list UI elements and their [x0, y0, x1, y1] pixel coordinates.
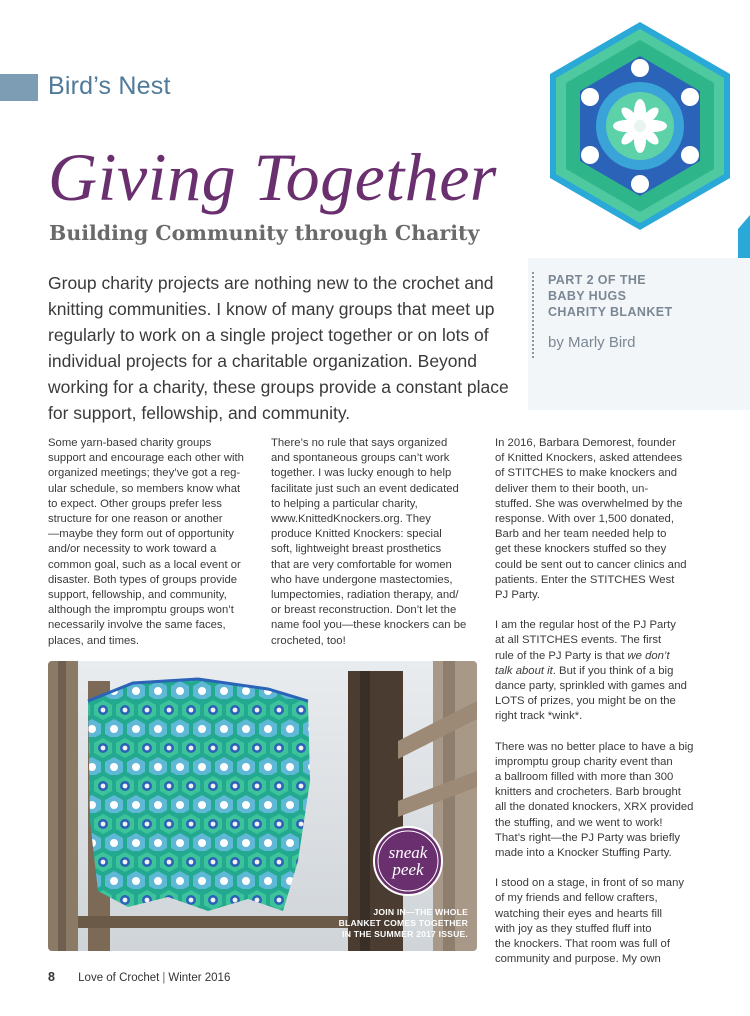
text-line: the knockers. That room was full of [495, 938, 670, 951]
text-line: Barb and her team needed help to [495, 528, 667, 541]
sneak-peek-badge [372, 825, 444, 897]
text-line: could be sent out to cancer clinics and [495, 558, 687, 571]
paragraph [48, 436, 260, 649]
badge-text-peek: peek [392, 860, 424, 879]
text-line: places, and times. [48, 634, 140, 647]
text-line: support and encourage each other with [48, 452, 244, 465]
series-label: PART 2 OF THE BABY HUGS CHARITY BLANKET [548, 273, 673, 319]
text-line: necessarily involve the same faces, [48, 619, 226, 632]
text-line: of my friends and fellow crafters, [495, 892, 658, 905]
emphasis: we don’t [627, 649, 670, 662]
body-column-2 [271, 436, 483, 664]
text-line: ular schedule, so members know what [48, 482, 241, 495]
magazine-name: Love of Crochet [78, 972, 160, 984]
text-line: watching their eyes and hearts fill [495, 907, 663, 920]
intro-paragraph: Group charity projects are nothing new to the crochet and knitting communities. I know of many groups that meet up regularly to work on a single project together or on lots of individual projects for a charitable organization. Beyond working for a charity, these groups provide a constant place for support, fellowship, and community. [48, 273, 509, 423]
sidebar-dotted-rule [532, 272, 534, 358]
text-line: with joy as they stuffed fluff into [495, 922, 652, 935]
text-line: facilitate just such an event dedicated [271, 482, 459, 495]
emphasis: talk about it [495, 664, 553, 677]
text-line: of Knitted Knockers, asked attendees [495, 452, 683, 465]
text-line: impromptu group charity event than [495, 755, 673, 768]
text-line: community and purpose. My own [495, 953, 661, 966]
text-line: deliver them to their booth, un- [495, 482, 649, 495]
text-line: together. I was lucky enough to help [271, 467, 452, 480]
crochet-hexagon-image [528, 14, 750, 250]
text-line: name fool you—these knockers can be [271, 619, 467, 632]
text-line: the stuffing, and we went to work! [495, 816, 663, 829]
paragraph [495, 740, 713, 862]
text-line: and/or necessity to work toward a [48, 543, 217, 556]
text-line: and spontaneous groups can’t work [271, 452, 450, 465]
text-line: lumpectomies, radiation therapy, and/ [271, 589, 459, 602]
text-line: response. With over 1,500 donated, [495, 513, 674, 526]
text-line: a ballroom filled with more than 300 [495, 771, 674, 784]
text-line: get these knockers stuffed so they [495, 543, 667, 556]
text-line: There’s no rule that says organized [271, 437, 448, 449]
text-line: to expect. Other groups prefer less [48, 497, 222, 510]
text-line: patients. Enter the STITCHES West [495, 573, 675, 586]
text-line: produce Knitted Knockers: special [271, 528, 442, 541]
text-line: who have undergone mastectomies, [271, 573, 453, 586]
text-line: stuffed. She was overwhelmed by the [495, 497, 683, 510]
article-title: Giving Together [48, 139, 497, 215]
text-line: of STITCHES to make knockers and [495, 467, 678, 480]
text-line: support, fellowship, and community, [48, 589, 227, 602]
photo-caption: JOIN IN—THE WHOLE BLANKET COMES TOGETHER IN THE SUMMER 2017 ISSUE. [338, 907, 468, 939]
text-line: or breast reconstruction. Don’t let the [271, 604, 457, 617]
text-line: That’s right—the PJ Party was briefly [495, 831, 681, 844]
section-accent-bar [0, 74, 38, 101]
text-line: that are very comfortable for women [271, 558, 452, 571]
text-line: all the donated knockers, XRX provided [495, 801, 694, 814]
author-byline: by Marly Bird [548, 334, 636, 351]
text-line: structure for one reason or another [48, 513, 223, 526]
text-line: common goal, such as a local event or [48, 558, 241, 571]
text-line: disaster. Both types of groups provide [48, 573, 238, 586]
article-subtitle: Building Community through Charity [49, 221, 480, 245]
text-line: although the impromptu groups won’t [48, 604, 234, 617]
footer-separator: | [162, 972, 166, 984]
text-line: There was no better place to have a big [495, 740, 694, 753]
body-column-3 [495, 436, 713, 983]
text-line: www.KnittedKnockers.org. They [271, 513, 431, 526]
text-line: to helping a particular charity, [271, 497, 418, 510]
text-line: organized meetings; they’ve got a reg- [48, 467, 241, 480]
text-line: crocheted, too! [271, 634, 346, 647]
text-line: knitters and crocheters. Barb brought [495, 786, 681, 799]
paragraph: I am the regular host of the PJ Party at all STITCHES events. The first rule of the PJ Party is that we don’t talk about it. But if you think of a big dance party, sprinkled with games and LOTS of prizes, you might be on the right track *wink*. [495, 619, 687, 723]
page-number: 8 [48, 970, 55, 984]
text-line: made into a Knocker Stuffing Party. [495, 847, 672, 860]
paragraph [495, 876, 713, 967]
section-label: Bird’s Nest [48, 72, 171, 100]
issue-name: Winter 2016 [168, 972, 231, 984]
page-footer [48, 970, 230, 984]
text-line: In 2016, Barbara Demorest, founder [495, 437, 676, 449]
text-line: Some yarn-based charity groups [48, 437, 212, 449]
text-line: —maybe they form out of opportunity [48, 528, 234, 541]
paragraph [271, 436, 483, 649]
text-line: I stood on a stage, in front of so many [495, 877, 685, 890]
body-column-1 [48, 436, 260, 664]
paragraph [495, 436, 713, 603]
badge-text-sneak: sneak [388, 843, 428, 862]
text-line: soft, lightweight breast prosthetics [271, 543, 442, 556]
text-line: PJ Party. [495, 589, 540, 602]
